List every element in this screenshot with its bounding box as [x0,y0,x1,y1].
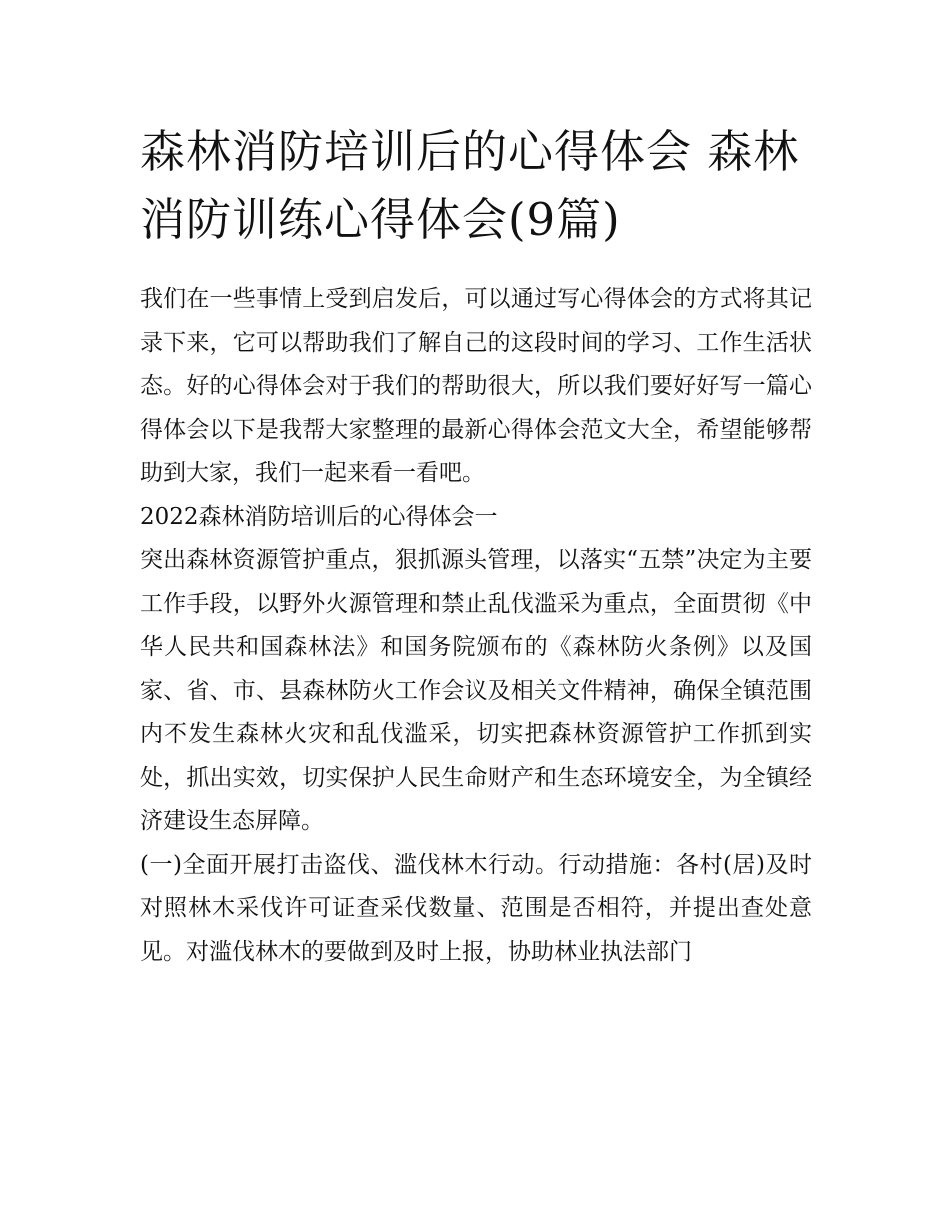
body-paragraph-2: (一)全面开展打击盗伐、滥伐林木行动。行动措施：各村(居)及时对照林木采伐许可证查采伐数量、范围是否相符，并提出查处意见。对滥伐林木的要做到及时上报，协助林业执法部门 [140,851,812,965]
section-heading: 2022森林消防培训后的心得体会一 [140,503,498,530]
document-page [140,118,812,974]
intro-paragraph: 我们在一些事情上受到启发后，可以通过写心得体会的方式将其记录下来，它可以帮助我们了解自己的这段时间的学习、工作生活状态。好的心得体会对于我们的帮助很大，所以我们要好好写一篇心得体会以下是我帮大家整理的最新心得体会范文大全，希望能够帮助到大家，我们一起来看一看吧。 [140,286,812,486]
body-paragraph-1: 突出森林资源管护重点，狠抓源头管理，以落实“五禁”决定为主要工作手段，以野外火源管理和禁止乱伐滥采为重点，全面贯彻《中华人民共和国森林法》和国务院颁布的《森林防火条例》以及国家、省、市、县森林防火工作会议及相关文件精神，确保全镇范围内不发生森林火灾和乱伐滥采，切实把森林资源管护工作抓到实处，抓出实效，切实保护人民生命财产和生态环境安全，为全镇经济建设生态屏障。 [140,547,812,834]
document-title: 森林消防培训后的心得体会 森林消防训练心得体会(9篇) [140,125,800,246]
